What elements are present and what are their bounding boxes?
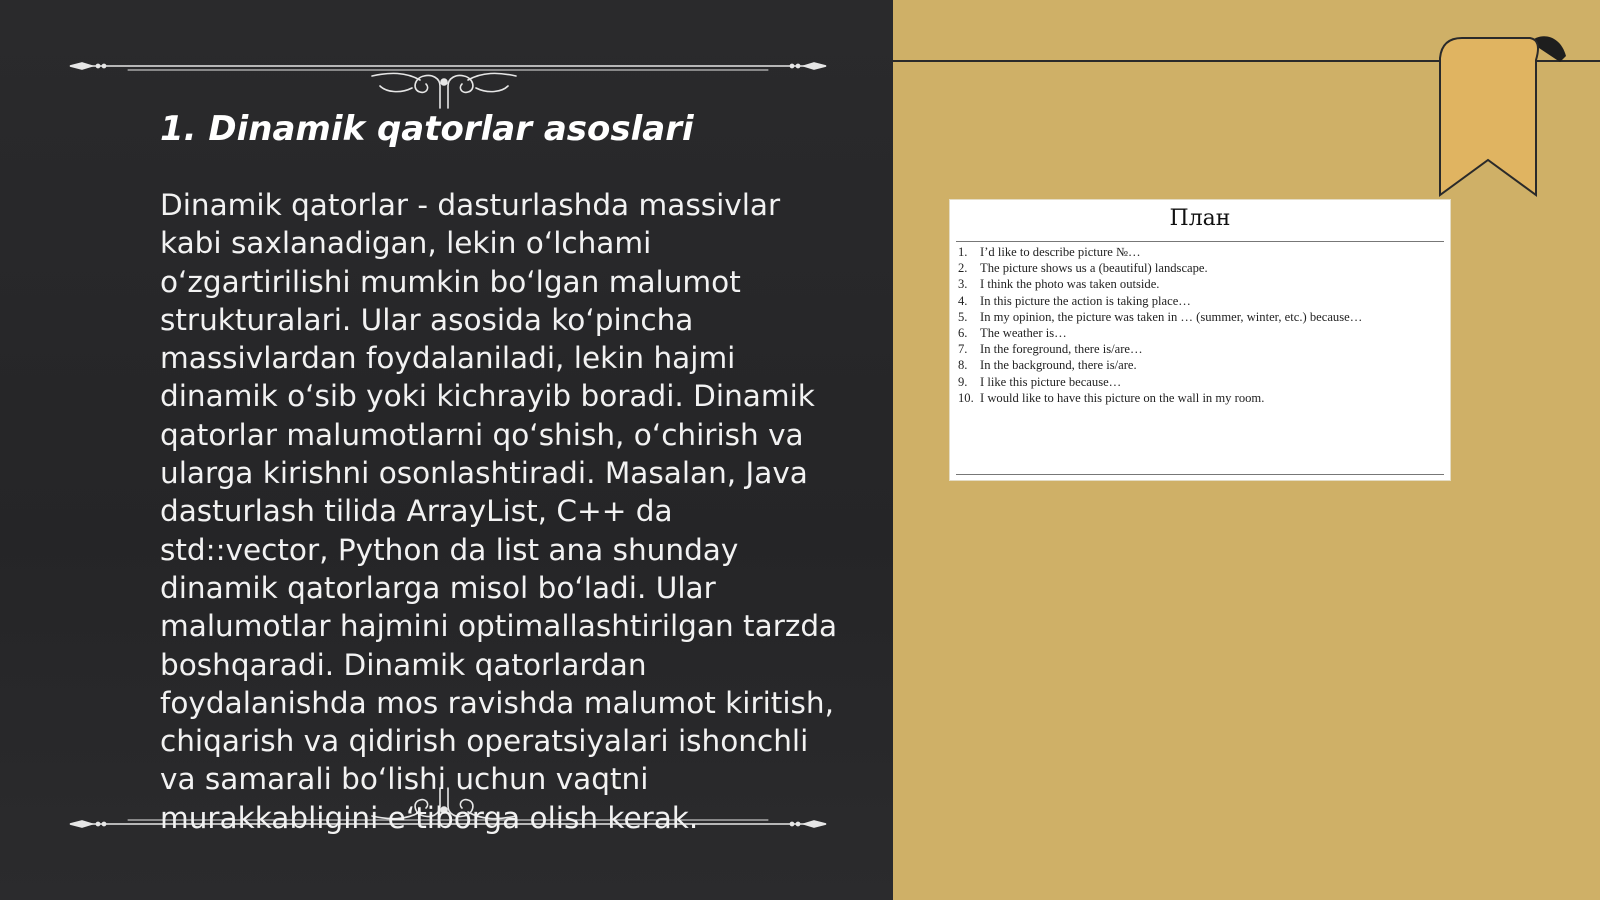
list-item-number: 5.: [958, 309, 968, 324]
list-item-number: 7.: [958, 342, 968, 357]
list-item: [958, 276, 1442, 292]
list-item: [958, 357, 1442, 373]
slide-title: 1. Dinamik qatorlar asoslari: [160, 109, 694, 149]
list-item: [958, 293, 1442, 309]
plan-card: [950, 200, 1450, 480]
list-item-number: 10.: [958, 390, 974, 405]
list-item-number: 1.: [958, 245, 968, 259]
list-item-text: The weather is…: [980, 326, 1067, 341]
list-item-number: 4.: [958, 293, 968, 308]
list-item-number: 6.: [958, 326, 968, 341]
list-item-text: In this picture the action is taking place…: [980, 293, 1191, 308]
slide-body-text: Dinamik qatorlar - dasturlashda massivlar kabi saxlanadigan, lekin o‘lchami o‘zgartirilishi mumkin bo‘lgan malumot strukturalari. Ular asosida ko‘pincha massivlardan foydalaniladi, lekin hajmi dinamik o‘sib yoki kichrayib boradi. Dinamik qatorlar malumotlarni qo‘shish, o‘chirish va ularga kirishni osonlashtiradi. Masalan, Java dasturlash tilida ArrayList, C++ da std::vector, Python da list ana shunday dinamik qatorlarga misol bo‘ladi. Ular malumotlar hajmini optimallashtirilgan tarzda boshqaradi. Dinamik qatorlardan foydalanishda mos ravishda malumot kiritish, chiqarish va qidirish operatsiyalari ishonchli va samarali bo‘lishi uchun vaqtni murakkabligini e‘tiborga olish kerak.: [160, 188, 838, 835]
plan-card-title: План: [1169, 206, 1231, 231]
list-item: [958, 390, 1442, 406]
plan-card-bottom-rule: [956, 474, 1444, 475]
list-item-text: I like this picture because…: [980, 374, 1122, 389]
list-item: [958, 260, 1442, 276]
bookmark-ribbon-icon: [1430, 30, 1600, 200]
list-item-text: I’d like to describe picture №…: [980, 245, 1141, 259]
plan-card-top-rule: [956, 241, 1444, 242]
list-item-number: 8.: [958, 358, 968, 373]
list-item: [958, 309, 1442, 325]
list-item: [958, 325, 1442, 341]
plan-list: [958, 244, 1442, 406]
list-item: [958, 374, 1442, 390]
list-item-text: I would like to have this picture on the wall in my room.: [980, 390, 1265, 405]
list-item-number: 3.: [958, 277, 968, 292]
list-item-text: I think the photo was taken outside.: [980, 277, 1160, 292]
list-item-number: 9.: [958, 374, 968, 389]
list-item: [958, 341, 1442, 357]
list-item-text: In the background, there is/are.: [980, 358, 1137, 373]
list-item-number: 2.: [958, 261, 968, 276]
top-ornament-divider-icon: [68, 52, 828, 112]
list-item: [958, 244, 1442, 260]
list-item-text: In my opinion, the picture was taken in … (summer, winter, etc.) because…: [980, 309, 1363, 324]
list-item-text: In the foreground, there is/are…: [980, 342, 1143, 357]
list-item-text: The picture shows us a (beautiful) landscape.: [980, 261, 1208, 276]
